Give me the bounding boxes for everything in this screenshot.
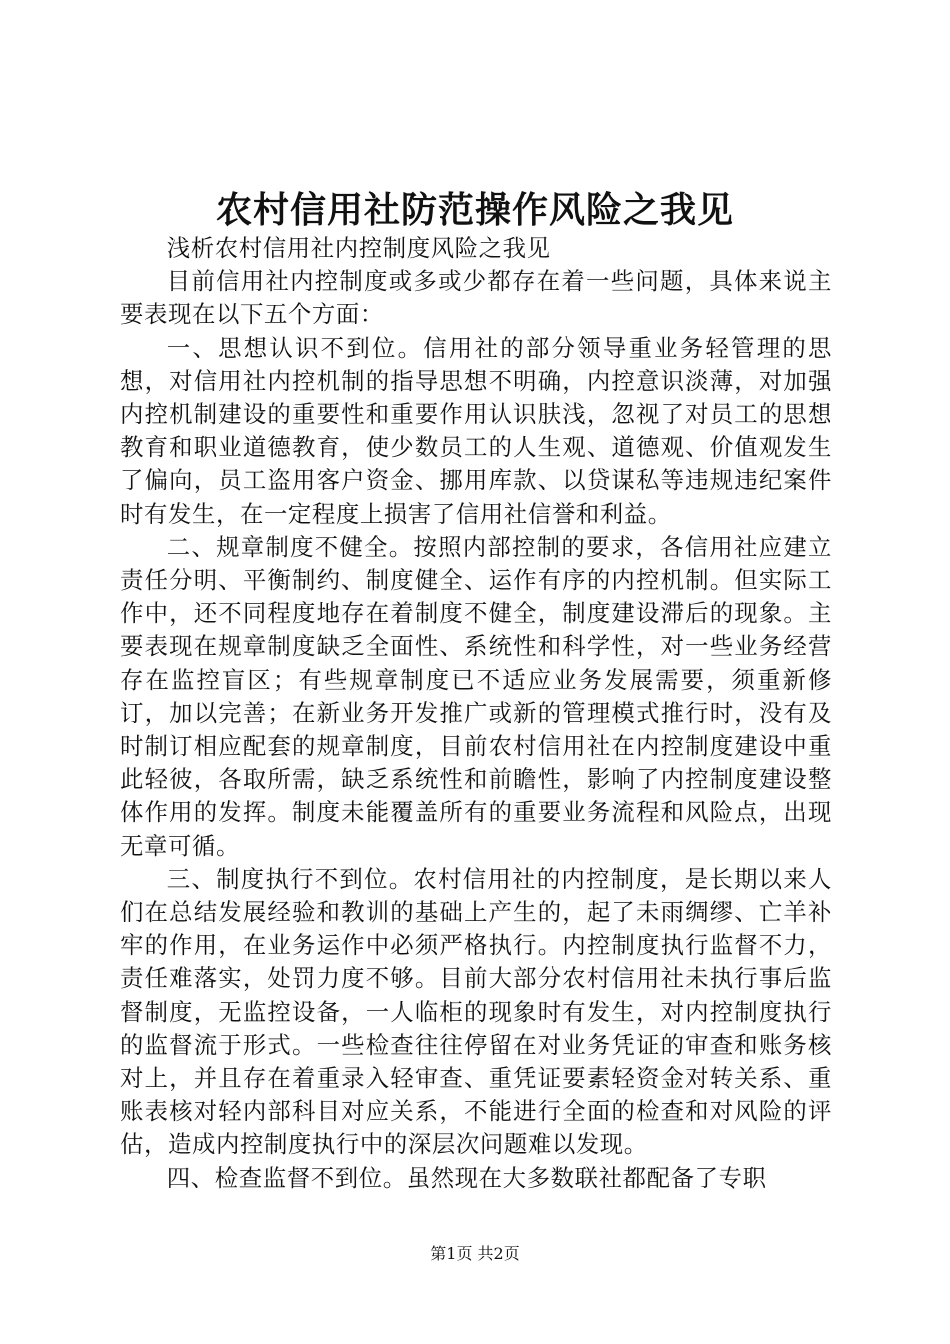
section-two-paragraph: 二、规章制度不健全。按照内部控制的要求，各信用社应建立责任分明、平衡制约、制度健全、运作有序的内控机制。但实际工作中，还不同程度地存在着制度不健全，制度建设滞后的现象。主要表现在规章制度缺乏全面性、系统性和科学性，对一些业务经营存在监控盲区；有些规章制度已不适应业务发展需要，须重新修订，加以完善；在新业务开发推广或新的管理模式推行时，没有及时制订相应配套的规章制度，目前农村信用社在内控制度建设中重此轻彼，各取所需，缺乏系统性和前瞻性，影响了内控制度建设整体作用的发挥。制度未能覆盖所有的重要业务流程和风险点，出现无章可循。: [120, 532, 832, 860]
section-four-paragraph: 四、检查监督不到位。虽然现在大多数联社都配备了专职: [166, 1163, 767, 1192]
section-three-paragraph: 三、制度执行不到位。农村信用社的内控制度，是长期以来人们在总结发展经验和教训的基础上产生的，起了未雨绸缪、亡羊补牢的作用，在业务运作中必须严格执行。内控制度执行监督不力，责任难落实，处罚力度不够。目前大部分农村信用社未执行事后监督制度，无监控设备，一人临柜的现象时有发生，对内控制度执行的监督流于形式。一些检查往往停留在对业务凭证的审查和账务核对上，并且存在着重录入轻审查、重凭证要素轻资金对转关系、重账表核对轻内部科目对应关系，不能进行全面的检查和对风险的评估，造成内控制度执行中的深层次问题难以发现。: [120, 864, 832, 1159]
page-title: 农村信用社防范操作风险之我见: [215, 189, 734, 231]
page-number-footer: 第1页 共2页: [430, 1244, 520, 1263]
document-body: [120, 232, 832, 1195]
subtitle-paragraph: 浅析农村信用社内控制度风险之我见: [166, 234, 551, 262]
section-one-paragraph: 一、思想认识不到位。信用社的部分领导重业务轻管理的思想，对信用社内控机制的指导思想不明确，内控意识淡薄，对加强内控机制建设的重要性和重要作用认识肤浅，忽视了对员工的思想教育和职业道德教育，使少数员工的人生观、道德观、价值观发生了偏向，员工盗用客户资金、挪用库款、以贷谋私等违规违纪案件时有发生，在一定程度上损害了信用社信誉和利益。: [120, 333, 832, 528]
intro-paragraph: 目前信用社内控制度或多或少都存在着一些问题，具体来说主要表现在以下五个方面：: [120, 267, 832, 329]
